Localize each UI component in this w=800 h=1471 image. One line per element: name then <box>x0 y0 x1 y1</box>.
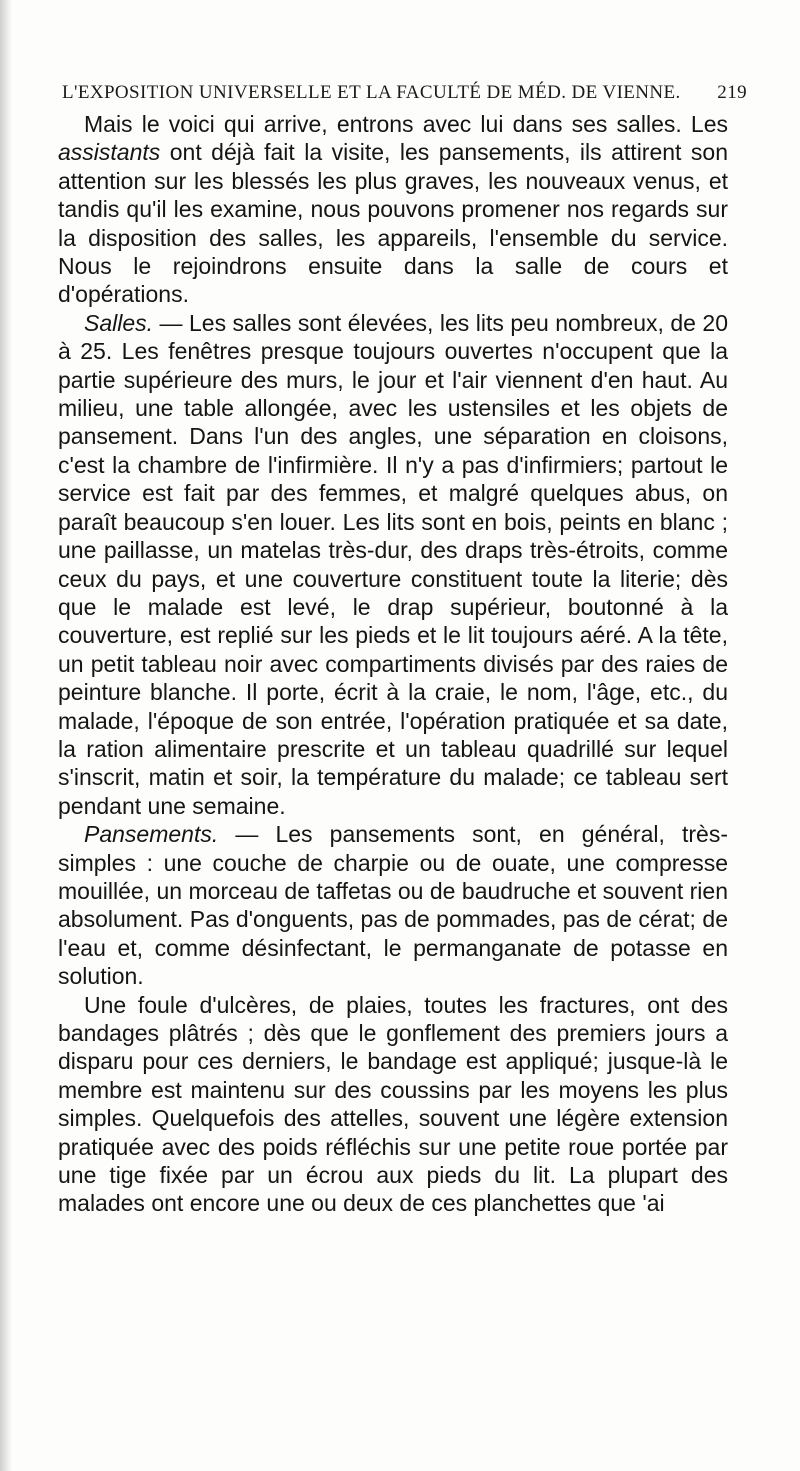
page-number: 219 <box>717 82 747 103</box>
paragraph-pansements-text: — Les pansements sont, en général, très-simples : une couche de charpie ou de ouate, une compresse mouillée, un morceau de taffetas ou de baudruche et souvent rien absolument. Pas d'onguents, pas de pommades, pas de cérat; de l'eau et, comme désinfectant, le permanganate de potasse en solution. <box>58 821 728 990</box>
paragraph-salles-text: — Les salles sont élevées, les lits peu nombreux, de 20 à 25. Les fenêtres presque toujours ouvertes n'occupent que la partie supérieure des murs, le jour et l'air viennent d'en haut. Au milieu, une table allongée, avec les ustensiles et les objets de pansement. Dans l'un des angles, une séparation en cloisons, c'est la chambre de l'infirmière. Il n'y a pas d'infirmiers; partout le service est fait par des femmes, et malgré quelques abus, on paraît beaucoup s'en louer. Les lits sont en bois, peints en blanc ; une paillasse, un matelas très-dur, des draps très-étroits, comme ceux du pays, et une couverture constituent toute la literie; dès que le malade est levé, le drap supérieur, boutonné à la couverture, est replié sur les pieds et le lit toujours aéré. A la tête, un petit tableau noir avec compartiments divisés par des raies de peinture blanche. Il porte, écrit à la craie, le nom, l'âge, etc., du malade, l'époque de son entrée, l'opération pratiquée et sa date, la ration alimentaire prescrite et un tableau quadrillé sur lequel s'inscrit, matin et soir, la température du malade; ce tableau sert pendant une semaine. <box>58 309 728 819</box>
section-heading-pansements: Pansements. <box>84 821 219 848</box>
section-heading-salles: Salles. <box>84 309 154 336</box>
italic-term-assistants: assistants <box>58 139 161 166</box>
paragraph-pansements <box>58 820 728 990</box>
paragraph-intro-start: Mais le voici qui arrive, entrons avec lui dans ses salles. Les <box>84 111 728 137</box>
body-text <box>58 110 728 1218</box>
paragraph-salles <box>58 309 728 820</box>
page-edge-shadow <box>0 0 12 1471</box>
paragraph-intro <box>58 110 728 309</box>
paragraph-intro-rest: ont déjà fait la visite, les pansements, ils attirent son attention sur les blessés les plus graves, les nouveaux venus, et tandis qu'il les examine, nous pouvons promener nos regards sur la disposition des salles, les appareils, l'ensemble du service. Nous le rejoindrons ensuite dans la salle de cours et d'opérations. <box>58 139 728 308</box>
running-head-title: L'EXPOSITION UNIVERSELLE ET LA FACULTÉ DE MÉD. DE VIENNE. <box>62 82 681 103</box>
paragraph-bandages: Une foule d'ulcères, de plaies, toutes les fractures, ont des bandages plâtrés ; dès que le gonflement des premiers jours a disparu pour ces derniers, le bandage est appliqué; jusque-là le membre est maintenu sur des coussins par les moyens les plus simples. Quelquefois des attelles, souvent une légère extension pratiquée avec des poids réfléchis sur une petite roue portée par une tige fixée par un écrou aux pieds du lit. La plupart des malades ont encore une ou deux de ces planchettes que 'ai <box>58 991 728 1217</box>
